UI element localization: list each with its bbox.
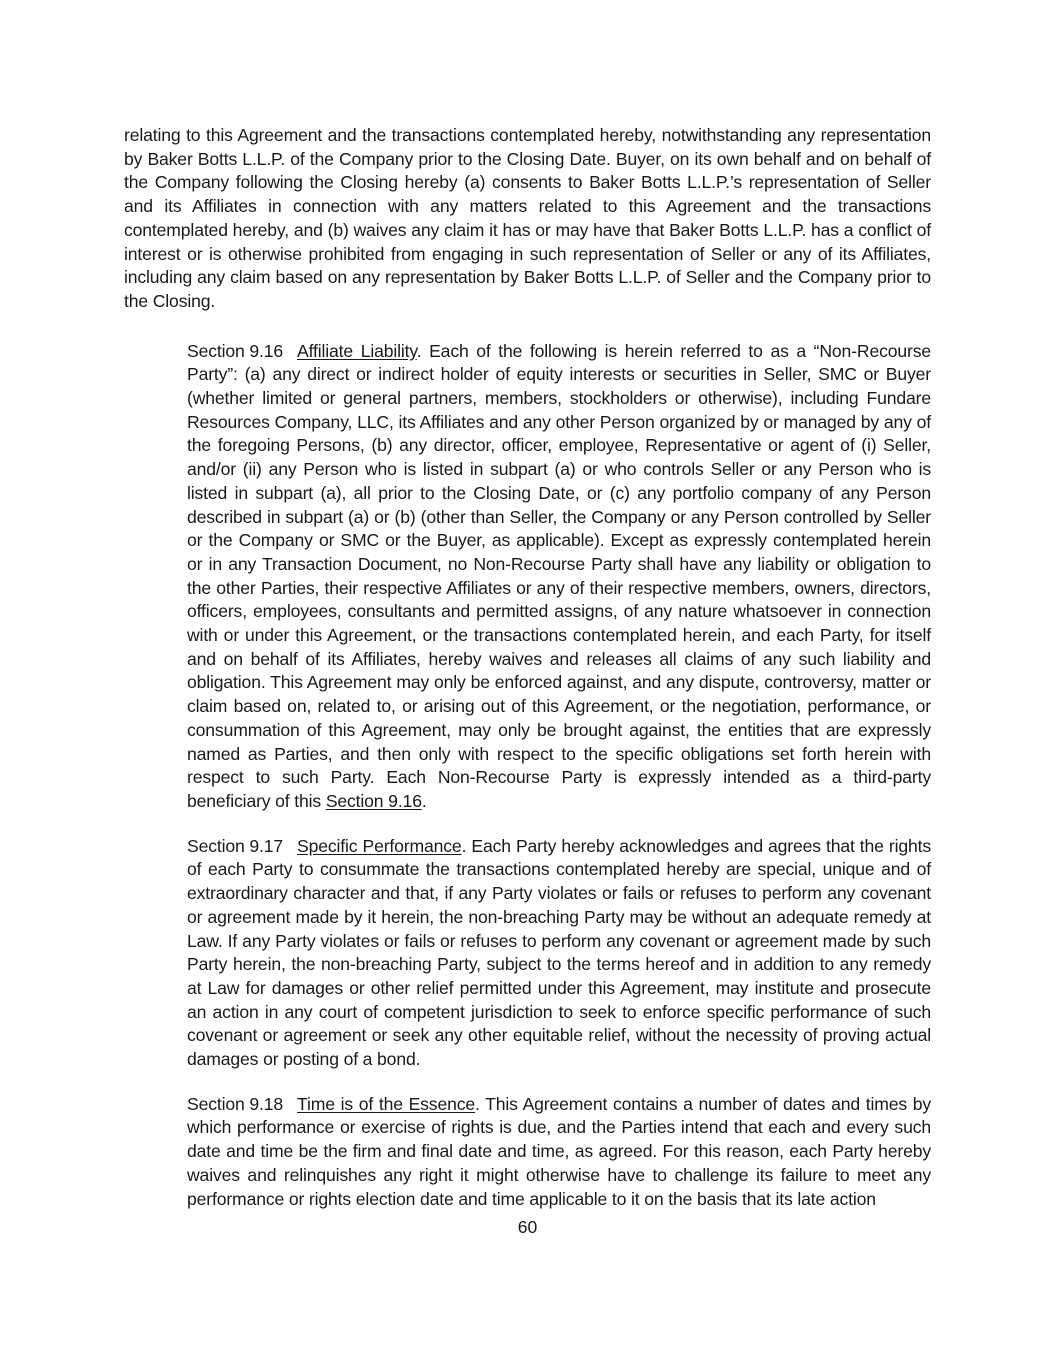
section-cross-reference: Section 9.16 (325, 790, 422, 811)
section-9-18 (124, 1093, 931, 1212)
section-title: Specific Performance (297, 835, 462, 856)
section-9-16 (124, 340, 931, 814)
section-body: . Each of the following is herein referred to as a “Non-Recourse Party”: (a) any direct or indirect holder of equity interests or securities in Seller, SMC or Buyer (whether limited or general partners, members, stockholders or otherwise), including Fundare Resources Company, LLC, its Affiliates and any other Person organized by or managed by any of the foregoing Persons, (b) any director, officer, employee, Representative or agent of (i) Seller, and/or (ii) any Person who is listed in subpart (a) or who controls Seller or any Person who is listed in subpart (a), all prior to the Closing Date, or (c) any portfolio company of any Person described in subpart (a) or (b) (other than Seller, the Company or any Person controlled by Seller or the Company or SMC or the Buyer, as applicable). Except as expressly contemplated herein or in any Transaction Document, no Non-Recourse Party shall have any liability or obligation to the other Parties, their respective Affiliates or any of their respective members, owners, directors, officers, employees, consultants and permitted assigns, of any nature whatsoever in connection with or under this Agreement, or the transactions contemplated herein, and each Party, for itself and on behalf of its Affiliates, hereby waives and releases all claims of any such liability and obligation. This Agreement may only be enforced against, and any dispute, controversy, matter or claim based on, related to, or arising out of this Agreement, or the negotiation, performance, or consummation of this Agreement, may only be brought against, the entities that are expressly named as Parties, and then only with respect to the specific obligations set forth herein with respect to such Party. Each Non-Recourse Party is expressly intended as a third-party beneficiary of this (187, 340, 931, 811)
page-number: 60 (517, 1217, 538, 1237)
section-number: Section 9.17 (187, 835, 284, 856)
section-number: Section 9.18 (187, 1093, 284, 1114)
section-body: . This Agreement contains a number of dates and times by which performance or exercise of rights is due, and the Parties intend that each and every such date and time be the firm and final date and time, as agreed. For this reason, each Party hereby waives and relinquishes any right it might otherwise have to challenge its failure to meet any performance or rights election date and time applicable to it on the basis that its late action (187, 1093, 932, 1209)
document-page (124, 124, 931, 1232)
section-end-punctuation: . (421, 790, 427, 811)
section-body: . Each Party hereby acknowledges and agrees that the rights of each Party to consummate the transactions contemplated hereby are special, unique and of extraordinary character and that, if any Party violates or fails or refuses to perform any covenant or agreement made by it herein, the non-breaching Party may be without an adequate remedy at Law. If any Party violates or fails or refuses to perform any covenant or agreement made by such Party herein, the non-breaching Party, subject to the terms hereof and in addition to any remedy at Law for damages or other relief permitted under this Agreement, may institute and prosecute an action in any court of competent jurisdiction to seek to enforce specific performance of such covenant or agreement or seek any other equitable relief, without the necessity of proving actual damages or posting of a bond. (187, 835, 931, 1070)
section-number: Section 9.16 (187, 340, 284, 361)
section-title: Time is of the Essence (297, 1093, 476, 1114)
section-9-17 (124, 835, 931, 1072)
intro-paragraph: relating to this Agreement and the transactions contemplated hereby, notwithstanding any representation by Baker Botts L.L.P. of the Company prior to the Closing Date. Buyer, on its own behalf and on behalf of the Company following the Closing hereby (a) consents to Baker Botts L.L.P.’s representation of Seller and its Affiliates in connection with any matters related to this Agreement and the transactions contemplated hereby, and (b) waives any claim it has or may have that Baker Botts L.L.P. has a conflict of interest or is otherwise prohibited from engaging in such representation of Seller or any of its Affiliates, including any claim based on any representation by Baker Botts L.L.P. of Seller and the Company prior to the Closing. (124, 125, 931, 311)
section-title: Affiliate Liability (297, 340, 417, 361)
